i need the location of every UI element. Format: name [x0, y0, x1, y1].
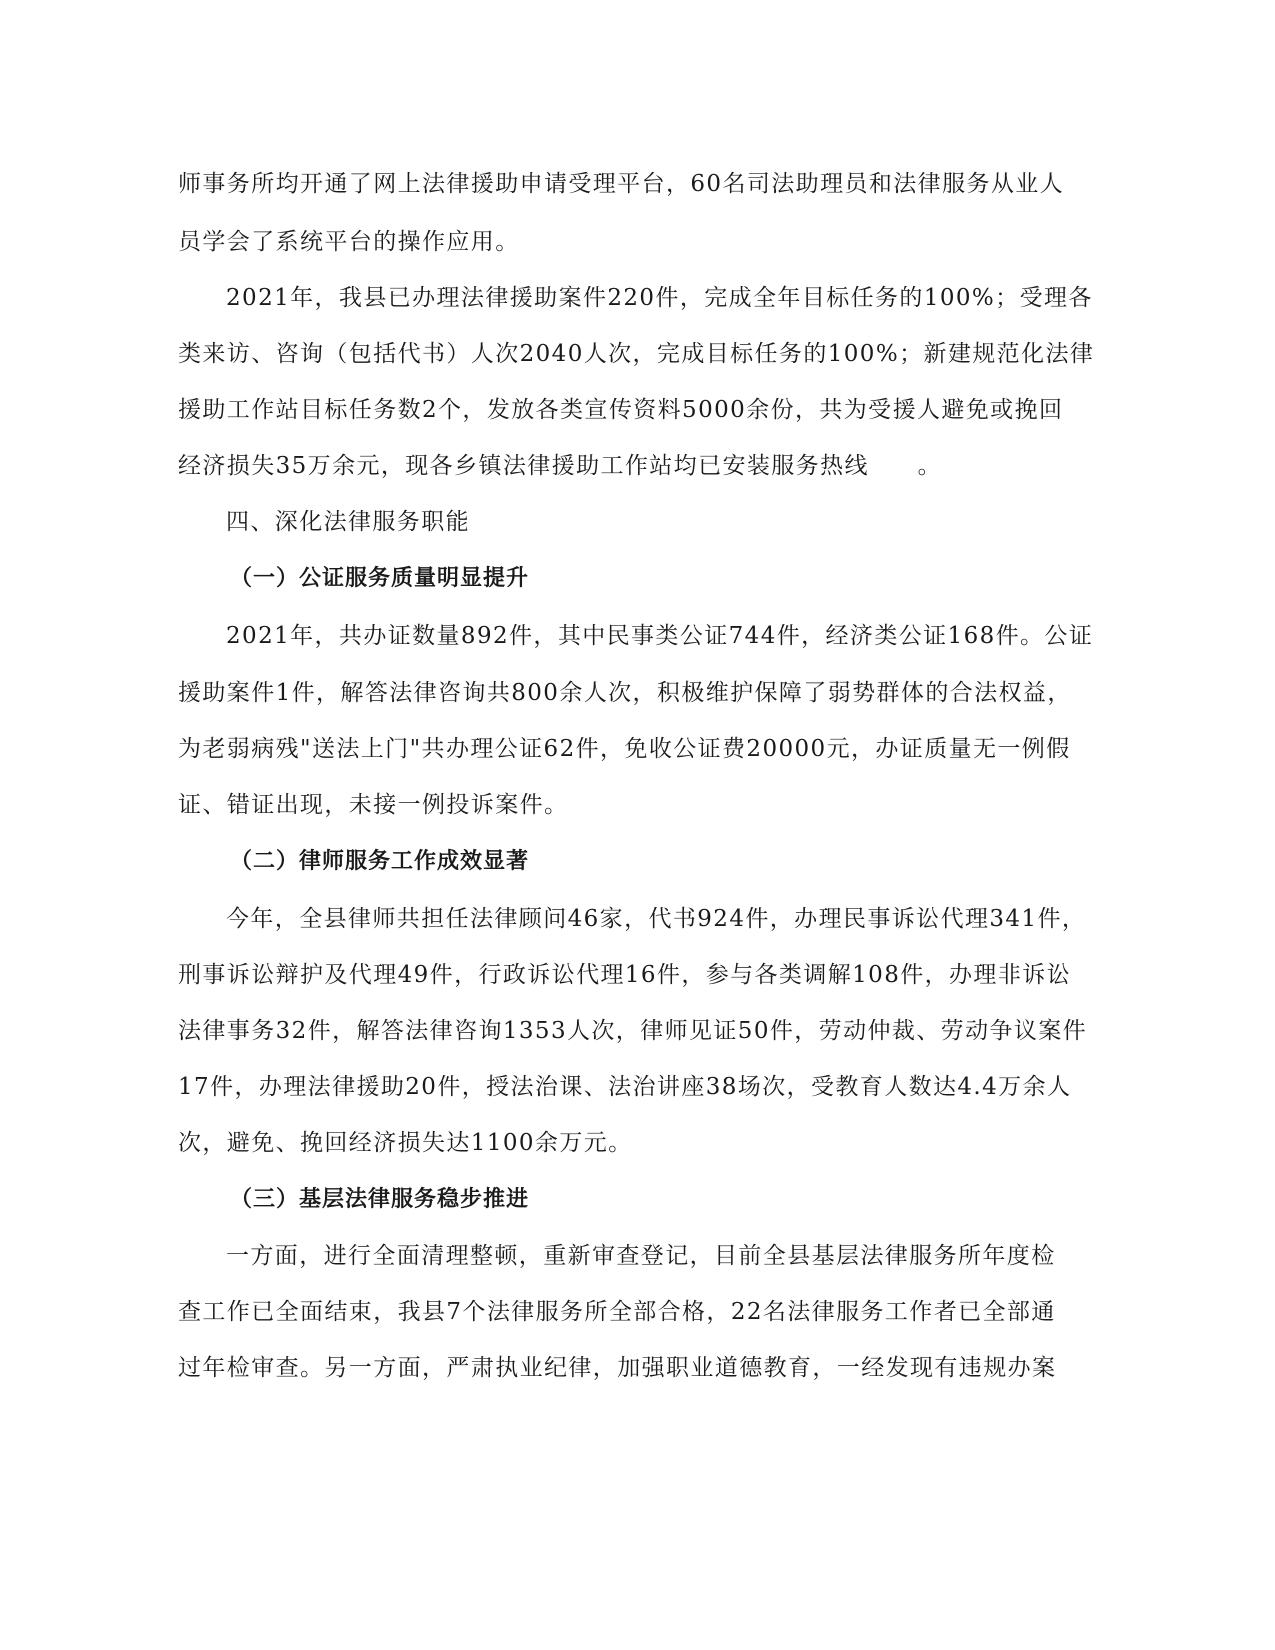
- text-line: 刑事诉讼辩护及代理49件，行政诉讼代理16件，参与各类调解108件，办理非诉讼: [178, 962, 1072, 988]
- text-line: 证、错证出现，未接一例投诉案件。: [178, 792, 569, 818]
- text-line: 经济损失35万余元，现各乡镇法律援助工作站均已安装服务热线 。: [178, 453, 943, 479]
- text-line: 2021年，共办证数量892件，其中民事类公证744件，经济类公证168件。公证: [226, 623, 1094, 649]
- subheading: （二）律师服务工作成效显著: [230, 849, 530, 874]
- text-line: 17件，办理法律援助20件，授法治课、法治讲座38场次，受教育人数达4.4万余人: [178, 1074, 1072, 1100]
- text-line: 次，避免、挽回经济损失达1100余万元。: [178, 1130, 633, 1156]
- text-line: 师事务所均开通了网上法律援助申请受理平台，60名司法助理员和法律服务从业人: [178, 171, 1065, 197]
- section-heading: 四、深化法律服务职能: [226, 509, 470, 535]
- text-line: 今年，全县律师共担任法律顾问46家，代书924件，办理民事诉讼代理341件，: [226, 906, 1087, 932]
- text-line: 法律事务32件，解答法律咨询1353人次，律师见证50件，劳动仲裁、劳动争议案件: [178, 1018, 1088, 1044]
- subheading: （一）公证服务质量明显提升: [230, 566, 530, 591]
- text-line: 查工作已全面结束，我县7个法律服务所全部合格，22名法律服务工作者已全部通: [178, 1299, 1056, 1325]
- text-line: 援助案件1件，解答法律咨询共800余人次，积极维护保障了弱势群体的合法权益，: [178, 680, 1072, 706]
- text-line: 员学会了系统平台的操作应用。: [178, 229, 520, 255]
- text-line: 一方面，进行全面清理整顿，重新审查登记，目前全县基层法律服务所年度检: [226, 1243, 1056, 1269]
- text-line: 援助工作站目标任务数2个，发放各类宣传资料5000余份，共为受援人避免或挽回: [178, 397, 1064, 423]
- text-line: 为老弱病残"送法上门"共办理公证62件，免收公证费20000元，办证质量无一例假: [178, 736, 1071, 762]
- text-line: 过年检审查。另一方面，严肃执业纪律，加强职业道德教育，一经发现有违规办案: [178, 1355, 1057, 1381]
- subheading: （三）基层法律服务稳步推进: [230, 1187, 530, 1212]
- text-line: 类来访、咨询（包括代书）人次2040人次，完成目标任务的100%；新建规范化法律: [178, 341, 1095, 367]
- text-line: 2021年，我县已办理法律援助案件220件，完成全年目标任务的100%；受理各: [226, 285, 1093, 311]
